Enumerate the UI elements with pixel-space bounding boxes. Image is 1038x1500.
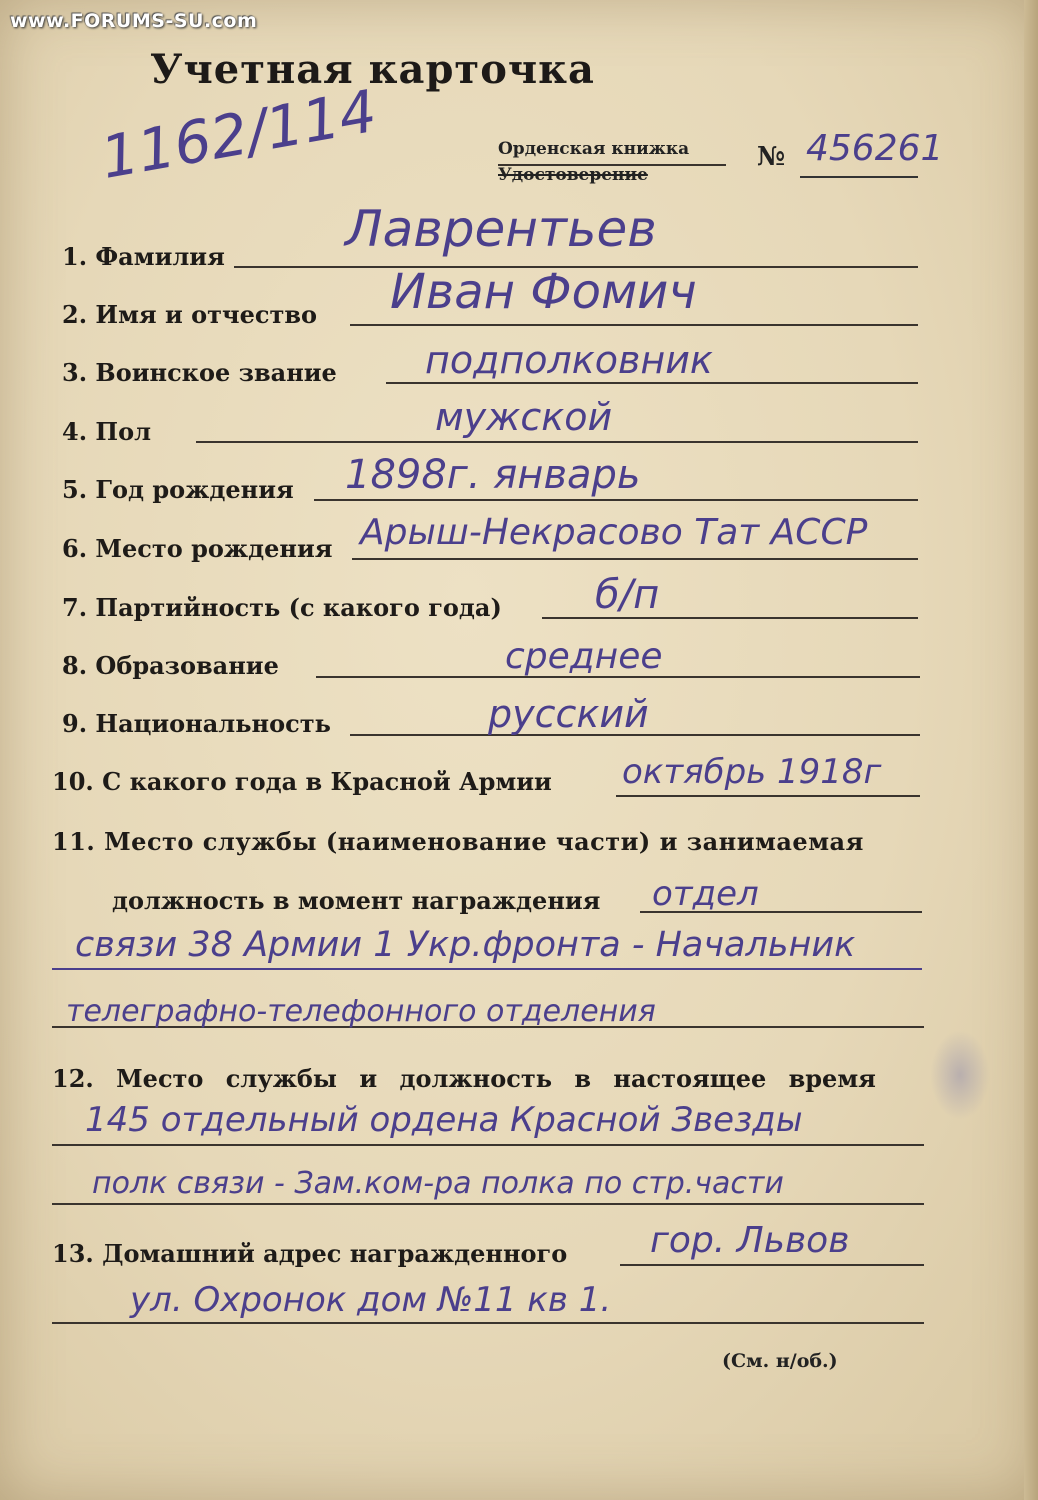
line-service-at-award-2 bbox=[52, 968, 922, 970]
value-nationality: русский bbox=[488, 692, 649, 736]
watermark: www.FORUMS-SU.com bbox=[10, 10, 258, 32]
label-party: 7. Партийность (с какого года) bbox=[62, 593, 502, 622]
value-current-service-2: полк связи - Зам.ком-ра полка по стр.части bbox=[92, 1166, 784, 1201]
value-service-at-award-1: отдел bbox=[652, 874, 759, 914]
label-military-rank: 3. Воинское звание bbox=[62, 358, 337, 387]
line-sex bbox=[196, 441, 918, 443]
value-party: б/п bbox=[595, 572, 660, 618]
label-service-at-award-2: должность в момент награждения bbox=[112, 886, 601, 915]
label-service-at-award-1: 11. Место службы (наименование части) и занимаемая bbox=[52, 827, 864, 856]
label-name-patronymic: 2. Имя и отчество bbox=[62, 300, 318, 329]
value-service-at-award-2: связи 38 Армии 1 Укр.фронта - Начальник bbox=[75, 925, 856, 965]
value-surname: Лаврентьев bbox=[345, 200, 657, 258]
value-military-rank: подполковник bbox=[425, 338, 713, 382]
label-education: 8. Образование bbox=[62, 651, 279, 680]
label-current-service: 12. Место службы и должность в настоящее время bbox=[52, 1064, 876, 1093]
line-birthplace bbox=[352, 558, 918, 560]
value-name-patronymic: Иван Фомич bbox=[390, 264, 697, 320]
value-birthplace: Арыш-Некрасово Тат АССР bbox=[360, 512, 868, 553]
line-military-rank bbox=[386, 382, 918, 384]
label-birth-year: 5. Год рождения bbox=[62, 475, 294, 504]
card-edge bbox=[1024, 0, 1038, 1500]
value-army-since: октябрь 1918г bbox=[622, 752, 882, 792]
number-underline bbox=[800, 176, 918, 178]
document-type bbox=[498, 136, 689, 188]
see-reverse-note: (См. н/об.) bbox=[722, 1350, 838, 1372]
document-number: 456261 bbox=[806, 128, 944, 169]
value-birth-year: 1898г. январь bbox=[345, 452, 641, 498]
line-home-address-1 bbox=[620, 1264, 924, 1266]
number-sign: № bbox=[757, 142, 786, 172]
label-sex: 4. Пол bbox=[62, 417, 152, 446]
order-book-label: Орденская книжка bbox=[498, 139, 690, 159]
label-surname: 1. Фамилия bbox=[62, 242, 225, 271]
doc-type-underline bbox=[498, 164, 726, 166]
line-current-service-1 bbox=[52, 1144, 924, 1146]
certificate-label: Удостоверение bbox=[498, 165, 648, 185]
margin-note: 1162/114 bbox=[96, 76, 382, 192]
label-home-address: 13. Домашний адрес награжденного bbox=[52, 1239, 568, 1268]
ink-stain bbox=[930, 1030, 990, 1120]
line-birth-year bbox=[314, 499, 918, 501]
label-birthplace: 6. Место рождения bbox=[62, 534, 333, 563]
label-nationality: 9. Национальность bbox=[62, 709, 331, 738]
value-current-service-1: 145 отдельный ордена Красной Звезды bbox=[85, 1100, 803, 1140]
line-home-address-2 bbox=[52, 1322, 924, 1324]
value-sex: мужской bbox=[435, 395, 613, 439]
label-army-since: 10. С какого года в Красной Армии bbox=[52, 767, 552, 796]
value-service-at-award-3: телеграфно-телефонного отделения bbox=[66, 994, 656, 1029]
value-home-address-2: ул. Охронок дом №11 кв 1. bbox=[130, 1280, 612, 1320]
card-title: Учетная карточка bbox=[150, 46, 595, 93]
value-education: среднее bbox=[505, 636, 663, 677]
value-home-address-1: гор. Львов bbox=[650, 1220, 850, 1261]
line-name-patronymic bbox=[350, 324, 918, 326]
line-current-service-2 bbox=[52, 1203, 924, 1205]
line-army-since bbox=[616, 795, 920, 797]
